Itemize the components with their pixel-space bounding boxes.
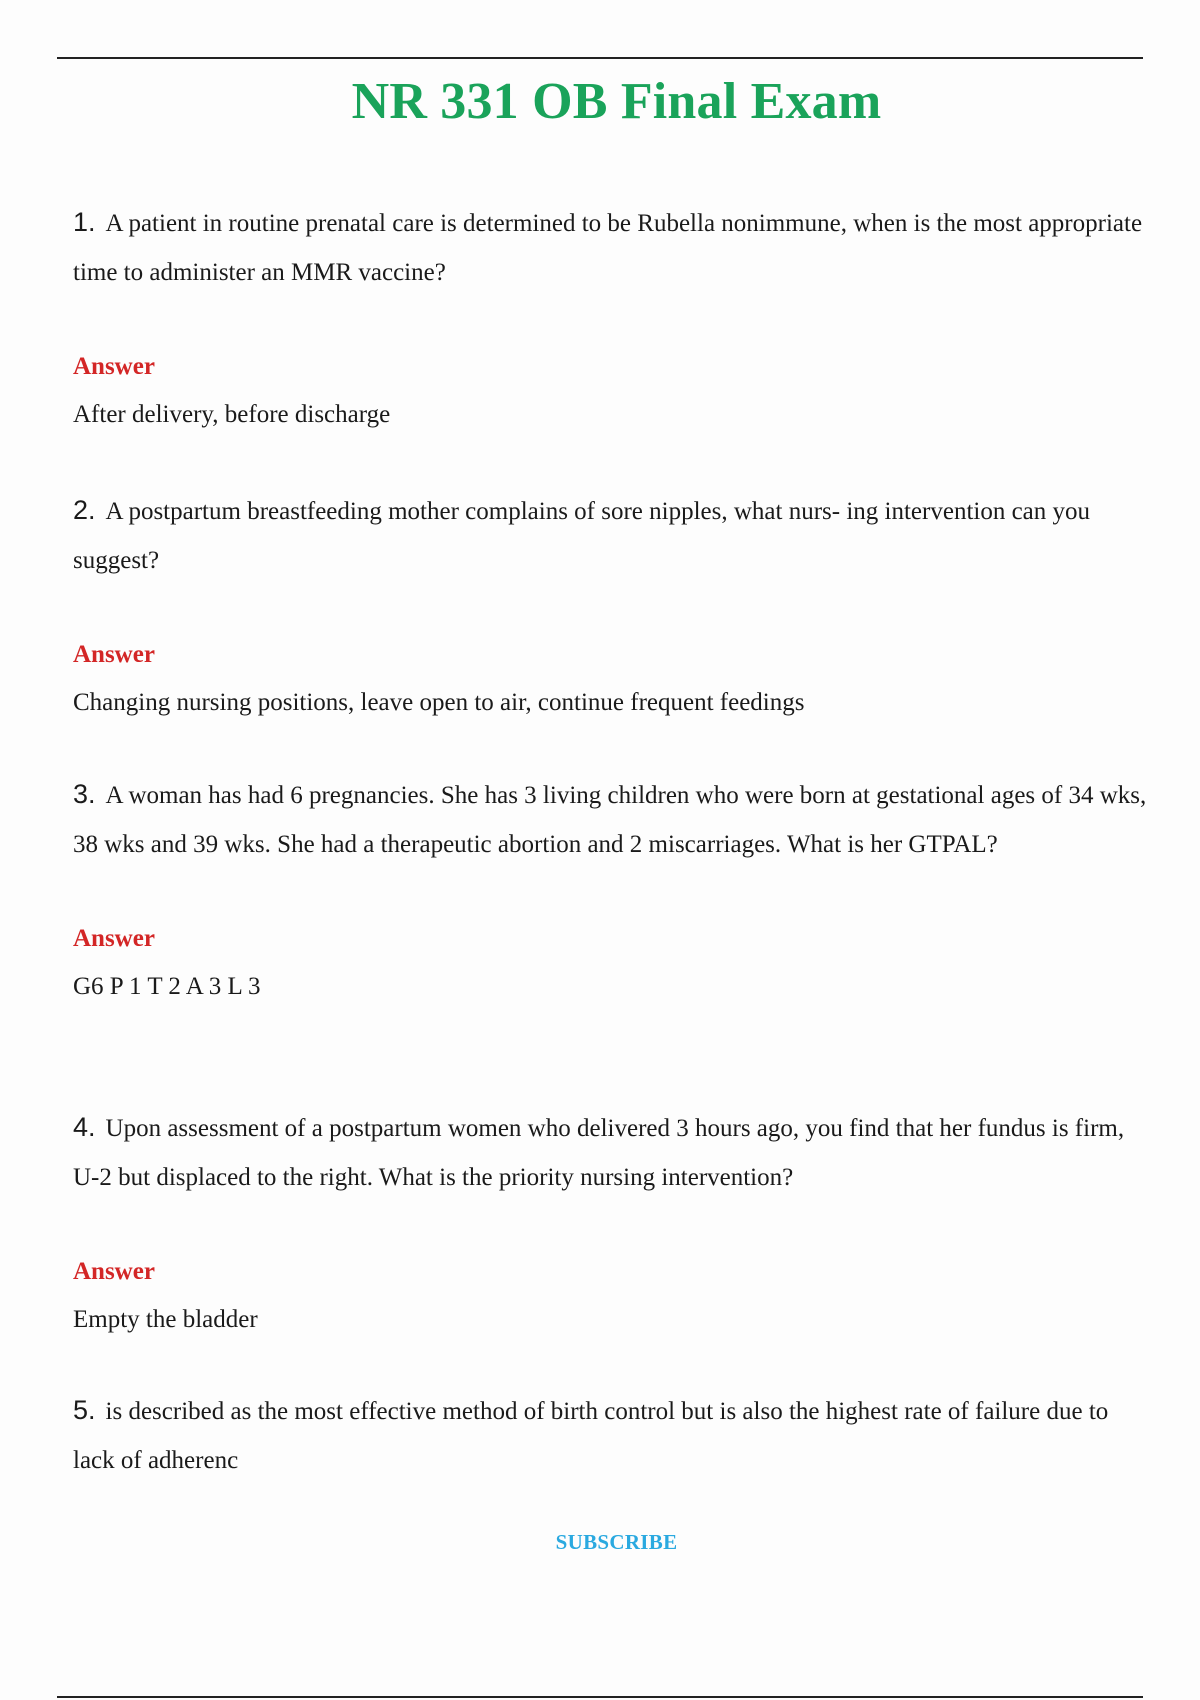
question-block-2 bbox=[73, 486, 1148, 719]
question-block-5 bbox=[73, 1386, 1148, 1485]
subscribe-link[interactable]: SUBSCRIBE bbox=[555, 1530, 678, 1554]
question-3 bbox=[73, 770, 1148, 869]
answer-label-3: Answer bbox=[73, 925, 155, 952]
question-number-1: 1. bbox=[73, 207, 96, 237]
question-text-1: A patient in routine prenatal care is determined to be Rubella nonimmune, when is the most appropriate time to administer an MMR vaccine? bbox=[73, 210, 1143, 286]
question-text-5: is described as the most effective method of birth control but is also the highest rate of failure due to lack of adherenc bbox=[73, 1398, 1109, 1474]
question-number-2: 2. bbox=[73, 495, 96, 525]
question-text-4: Upon assessment of a postpartum women who delivered 3 hours ago, you find that her fundus is firm, U-2 but displaced to the right. What is the priority nursing intervention? bbox=[73, 1115, 1125, 1191]
question-block-3 bbox=[73, 770, 1148, 1003]
answer-text-1: After delivery, before discharge bbox=[73, 401, 391, 428]
answer-label-1: Answer bbox=[73, 353, 155, 380]
bottom-rule bbox=[57, 1696, 1143, 1698]
top-rule bbox=[57, 57, 1143, 59]
question-number-3: 3. bbox=[73, 779, 96, 809]
question-4 bbox=[73, 1103, 1148, 1202]
answer-label-2: Answer bbox=[73, 641, 155, 668]
question-number-4: 4. bbox=[73, 1112, 96, 1142]
question-5 bbox=[73, 1386, 1148, 1485]
question-2 bbox=[73, 486, 1148, 585]
question-block-1 bbox=[73, 198, 1148, 431]
question-number-5: 5. bbox=[73, 1395, 96, 1425]
question-block-4 bbox=[73, 1103, 1148, 1336]
answer-text-3: G6 P 1 T 2 A 3 L 3 bbox=[73, 973, 261, 1000]
answer-text-2: Changing nursing positions, leave open to air, continue frequent feedings bbox=[73, 689, 805, 716]
question-1 bbox=[73, 198, 1148, 297]
question-text-2: A postpartum breastfeeding mother complains of sore nipples, what nurs- ing intervention can you suggest? bbox=[73, 498, 1091, 574]
answer-text-4: Empty the bladder bbox=[73, 1306, 258, 1333]
document-title: NR 331 OB Final Exam bbox=[351, 73, 882, 130]
question-text-3: A woman has had 6 pregnancies. She has 3 living children who were born at gestational ages of 34 wks, 38 wks and 39 wks. She had a therapeutic abortion and 2 miscarriages. What is her GTPAL? bbox=[73, 782, 1147, 858]
answer-label-4: Answer bbox=[73, 1258, 155, 1285]
